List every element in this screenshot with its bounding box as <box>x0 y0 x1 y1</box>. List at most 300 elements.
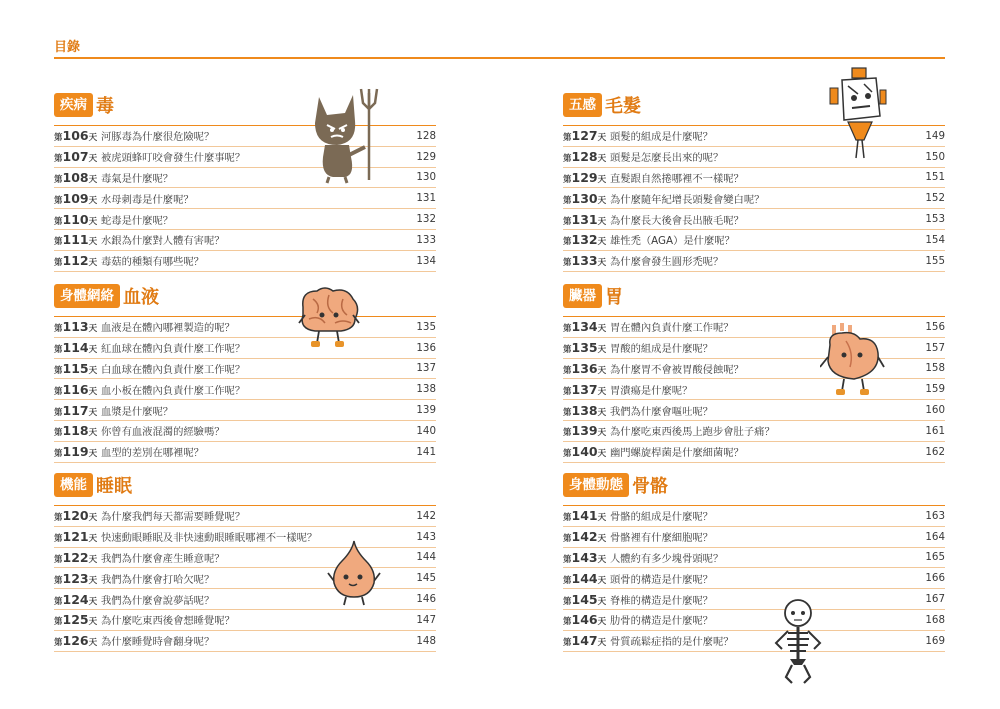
day-suffix: 天 <box>597 407 607 418</box>
day-number <box>54 444 101 459</box>
toc-entry[interactable] <box>54 359 436 380</box>
entry-title: 血型的差別在哪裡呢？ <box>101 447 204 460</box>
category-badge: 身體動態 <box>563 473 629 497</box>
day-value: 117 <box>62 402 89 418</box>
day-suffix: 天 <box>88 575 98 586</box>
entry-title: 為什麼睡覺時會翻身呢？ <box>101 636 215 649</box>
entry-title: 我們為什麼會產生睡意呢？ <box>101 552 225 565</box>
heart-character-icon <box>820 323 886 399</box>
category-badge: 身體網絡 <box>54 284 120 308</box>
day-prefix: 第 <box>563 195 572 206</box>
day-value: 146 <box>571 612 598 628</box>
day-value: 138 <box>571 402 598 418</box>
entry-title: 為什麼長大後會長出腋毛呢？ <box>610 214 744 227</box>
toc-entry[interactable] <box>563 400 945 421</box>
drop-character-icon <box>326 537 382 609</box>
page-number: 130 <box>416 171 436 184</box>
day-value: 126 <box>62 633 89 649</box>
toc-entry[interactable] <box>54 251 436 272</box>
toc-list <box>563 505 945 652</box>
page-number: 142 <box>416 509 436 522</box>
topic-title: 胃 <box>605 287 623 308</box>
toc-entry[interactable] <box>54 317 436 338</box>
day-prefix: 第 <box>54 534 63 545</box>
day-number <box>563 550 610 565</box>
entry-title: 幽門螺旋桿菌是什麼細菌呢？ <box>610 447 744 460</box>
day-number <box>54 191 101 206</box>
page-number: 152 <box>925 192 945 205</box>
section-title <box>563 283 945 311</box>
page-number: 134 <box>416 254 436 267</box>
day-suffix: 天 <box>597 534 607 545</box>
day-suffix: 天 <box>88 174 98 185</box>
day-prefix: 第 <box>54 407 63 418</box>
day-number <box>54 633 101 648</box>
page-number: 162 <box>925 445 945 458</box>
entry-title: 脊椎的構造是什麼呢？ <box>610 594 713 607</box>
category-badge: 疾病 <box>54 93 93 117</box>
day-number <box>563 444 610 459</box>
toc-entry[interactable] <box>54 631 436 652</box>
day-prefix: 第 <box>563 575 572 586</box>
day-value: 128 <box>571 149 598 165</box>
day-suffix: 天 <box>597 596 607 607</box>
brain-character-icon <box>295 285 363 351</box>
day-suffix: 天 <box>88 216 98 227</box>
day-suffix: 天 <box>88 449 98 460</box>
day-prefix: 第 <box>54 638 63 649</box>
entry-title: 紅血球在體內負責什麼工作呢？ <box>101 343 246 356</box>
day-prefix: 第 <box>563 513 572 524</box>
day-prefix: 第 <box>54 449 63 460</box>
page-number: 136 <box>416 341 436 354</box>
entry-title: 雄性禿（AGA）是什麼呢？ <box>610 235 735 248</box>
entry-title: 血漿是什麼呢？ <box>101 405 174 418</box>
toc-entry[interactable] <box>54 610 436 631</box>
day-value: 122 <box>62 549 89 565</box>
day-suffix: 天 <box>88 554 98 565</box>
day-suffix: 天 <box>88 407 98 418</box>
toc-list <box>563 316 945 463</box>
day-value: 131 <box>571 211 598 227</box>
day-value: 141 <box>571 508 598 524</box>
day-prefix: 第 <box>563 174 572 185</box>
page-number: 145 <box>416 572 436 585</box>
toc-entry[interactable] <box>563 506 945 527</box>
category-badge: 五感 <box>563 93 602 117</box>
toc-section <box>563 283 945 463</box>
page-number: 164 <box>925 530 945 543</box>
day-suffix: 天 <box>88 638 98 649</box>
topic-title: 血液 <box>123 287 159 308</box>
day-prefix: 第 <box>54 258 63 269</box>
entry-title: 骨質疏鬆症指的是什麼呢？ <box>610 636 734 649</box>
toc-entry[interactable] <box>54 442 436 463</box>
toc-entry[interactable] <box>54 230 436 251</box>
day-number <box>563 612 610 627</box>
day-prefix: 第 <box>54 365 63 376</box>
day-value: 124 <box>62 591 89 607</box>
toc-entry[interactable] <box>54 188 436 209</box>
toc-entry[interactable] <box>54 421 436 442</box>
page-number: 165 <box>925 551 945 564</box>
day-value: 133 <box>571 253 598 269</box>
day-number <box>563 423 610 438</box>
day-number <box>563 592 610 607</box>
day-suffix: 天 <box>88 386 98 397</box>
toc-entry[interactable] <box>563 527 945 548</box>
toc-entry[interactable] <box>563 230 945 251</box>
day-value: 144 <box>571 570 598 586</box>
toc-section <box>563 472 945 652</box>
page-number: 158 <box>925 362 945 375</box>
day-prefix: 第 <box>54 428 63 439</box>
day-suffix: 天 <box>597 575 607 586</box>
day-suffix: 天 <box>88 617 98 628</box>
day-prefix: 第 <box>54 617 63 628</box>
day-suffix: 天 <box>597 133 607 144</box>
day-prefix: 第 <box>563 133 572 144</box>
entry-title: 你曾有血液混濁的經驗嗎？ <box>101 426 225 439</box>
toc-entry[interactable] <box>563 442 945 463</box>
page-number: 155 <box>925 254 945 267</box>
entry-title: 快速動眼睡眠及非快速動眼睡眠哪裡不一樣呢？ <box>101 532 318 545</box>
day-number <box>54 340 101 355</box>
day-value: 121 <box>62 529 89 545</box>
day-number <box>54 612 101 627</box>
day-prefix: 第 <box>563 216 572 227</box>
entry-title: 為什麼會發生圓形禿呢？ <box>610 256 724 269</box>
day-number <box>563 191 610 206</box>
toc-entry[interactable] <box>563 338 945 359</box>
entry-title: 為什麼我們每天都需要睡覺呢？ <box>101 511 246 524</box>
page-number: 143 <box>416 530 436 543</box>
page-number: 161 <box>925 424 945 437</box>
page-number: 167 <box>925 593 945 606</box>
page-number: 151 <box>925 171 945 184</box>
day-value: 140 <box>571 444 598 460</box>
day-number <box>54 403 101 418</box>
skeleton-icon <box>768 597 830 687</box>
day-value: 127 <box>571 128 598 144</box>
header-rule <box>54 57 945 59</box>
day-prefix: 第 <box>563 386 572 397</box>
day-value: 116 <box>62 381 89 397</box>
page-number: 159 <box>925 383 945 396</box>
day-prefix: 第 <box>54 174 63 185</box>
toc-entry[interactable] <box>54 379 436 400</box>
day-prefix: 第 <box>563 237 572 248</box>
day-prefix: 第 <box>563 365 572 376</box>
entry-title: 被虎頭蜂叮咬會發生什麼事呢？ <box>101 152 246 165</box>
day-value: 114 <box>62 340 89 356</box>
day-number <box>54 592 101 607</box>
page-number: 157 <box>925 341 945 354</box>
day-number <box>563 361 610 376</box>
entry-title: 頭髮是怎麼長出來的呢？ <box>610 152 724 165</box>
day-number <box>563 319 610 334</box>
day-prefix: 第 <box>563 638 572 649</box>
entry-title: 水母刺毒是什麼呢？ <box>101 193 194 206</box>
day-suffix: 天 <box>597 237 607 248</box>
day-number <box>563 508 610 523</box>
entry-title: 頭骨的構造是什麼呢？ <box>610 573 713 586</box>
toc-entry[interactable] <box>54 506 436 527</box>
day-suffix: 天 <box>597 449 607 460</box>
day-prefix: 第 <box>54 154 63 165</box>
day-suffix: 天 <box>88 237 98 248</box>
day-prefix: 第 <box>54 513 63 524</box>
day-prefix: 第 <box>54 324 63 335</box>
page-number: 146 <box>416 593 436 606</box>
toc-list <box>54 316 436 463</box>
day-number <box>54 149 101 164</box>
day-number <box>54 212 101 227</box>
day-value: 108 <box>62 169 89 185</box>
day-suffix: 天 <box>597 513 607 524</box>
entry-title: 我們為什麼會說夢話呢？ <box>101 594 215 607</box>
day-suffix: 天 <box>597 638 607 649</box>
entry-title: 骨骼的組成是什麼呢？ <box>610 511 713 524</box>
entry-title: 直髮跟自然捲哪裡不一樣呢？ <box>610 172 744 185</box>
page-number: 132 <box>416 213 436 226</box>
day-suffix: 天 <box>88 258 98 269</box>
section-title <box>54 283 436 311</box>
day-suffix: 天 <box>597 174 607 185</box>
day-number <box>563 232 610 247</box>
abstract-face-icon <box>828 66 888 162</box>
day-prefix: 第 <box>54 216 63 227</box>
toc-entry[interactable] <box>563 568 945 589</box>
page-number: 138 <box>416 383 436 396</box>
page-number: 141 <box>416 445 436 458</box>
entry-title: 毒菇的種類有哪些呢？ <box>101 256 204 269</box>
day-number <box>54 529 101 544</box>
page-number: 160 <box>925 404 945 417</box>
day-prefix: 第 <box>563 554 572 565</box>
day-prefix: 第 <box>563 617 572 628</box>
category-badge: 臟器 <box>563 284 602 308</box>
topic-title: 毒 <box>96 96 114 117</box>
day-suffix: 天 <box>597 216 607 227</box>
entry-title: 為什麼隨年紀增長頭髮會變白呢？ <box>610 193 765 206</box>
day-value: 106 <box>62 128 89 144</box>
page-number: 147 <box>416 613 436 626</box>
header-label: 目錄 <box>54 40 81 55</box>
day-suffix: 天 <box>88 345 98 356</box>
day-suffix: 天 <box>88 133 98 144</box>
day-number <box>54 361 101 376</box>
day-value: 136 <box>571 360 598 376</box>
day-number <box>54 571 101 586</box>
day-prefix: 第 <box>54 237 63 248</box>
day-prefix: 第 <box>563 258 572 269</box>
toc-entry[interactable] <box>563 548 945 569</box>
day-number <box>54 382 101 397</box>
entry-title: 血小板在體內負責什麼工作呢？ <box>101 384 246 397</box>
entry-title: 白血球在體內負責什麼工作呢？ <box>101 363 246 376</box>
page-number: 154 <box>925 233 945 246</box>
day-number <box>563 571 610 586</box>
entry-title: 我們為什麼會嘔吐呢？ <box>610 405 713 418</box>
day-prefix: 第 <box>54 345 63 356</box>
toc-entry[interactable] <box>563 188 945 209</box>
day-value: 107 <box>62 149 89 165</box>
day-prefix: 第 <box>563 324 572 335</box>
day-prefix: 第 <box>563 534 572 545</box>
toc-entry[interactable] <box>563 610 945 631</box>
toc-entry[interactable] <box>563 209 945 230</box>
day-suffix: 天 <box>597 365 607 376</box>
day-value: 143 <box>571 549 598 565</box>
page-number: 135 <box>416 320 436 333</box>
page-number: 140 <box>416 424 436 437</box>
toc-entry[interactable] <box>563 359 945 380</box>
entry-title: 為什麼吃東西後會想睡覺呢？ <box>101 615 235 628</box>
day-prefix: 第 <box>54 596 63 607</box>
day-value: 115 <box>62 360 89 376</box>
day-suffix: 天 <box>597 195 607 206</box>
toc-entry[interactable] <box>54 209 436 230</box>
day-value: 110 <box>62 211 89 227</box>
toc-entry[interactable] <box>563 251 945 272</box>
page-number: 156 <box>925 320 945 333</box>
day-number <box>54 508 101 523</box>
entry-title: 人體約有多少塊骨頭呢？ <box>610 552 724 565</box>
day-prefix: 第 <box>563 345 572 356</box>
day-suffix: 天 <box>597 345 607 356</box>
day-prefix: 第 <box>54 386 63 397</box>
entry-title: 骨骼裡有什麼細胞呢？ <box>610 532 713 545</box>
day-number <box>54 170 101 185</box>
entry-title: 蛇毒是什麼呢？ <box>101 214 174 227</box>
day-value: 123 <box>62 570 89 586</box>
entry-title: 血液是在體內哪裡製造的呢？ <box>101 322 235 335</box>
toc-entry[interactable] <box>54 400 436 421</box>
day-value: 119 <box>62 444 89 460</box>
day-prefix: 第 <box>563 596 572 607</box>
toc-entry[interactable] <box>563 317 945 338</box>
day-suffix: 天 <box>597 324 607 335</box>
entry-title: 頭髮的組成是什麼呢？ <box>610 131 713 144</box>
day-value: 113 <box>62 319 89 335</box>
day-value: 129 <box>571 169 598 185</box>
day-number <box>54 232 101 247</box>
day-suffix: 天 <box>597 428 607 439</box>
day-number <box>563 128 610 143</box>
day-suffix: 天 <box>88 324 98 335</box>
page-number: 149 <box>925 129 945 142</box>
day-value: 135 <box>571 340 598 356</box>
page-number: 139 <box>416 404 436 417</box>
day-value: 147 <box>571 633 598 649</box>
day-number <box>54 319 101 334</box>
toc-section <box>54 283 436 463</box>
toc-entry[interactable] <box>563 421 945 442</box>
day-suffix: 天 <box>88 154 98 165</box>
category-badge: 機能 <box>54 473 93 497</box>
entry-title: 肋骨的構造是什麼呢？ <box>610 615 713 628</box>
day-value: 111 <box>62 232 89 248</box>
entry-title: 胃在體內負責什麼工作呢？ <box>610 322 734 335</box>
day-value: 137 <box>571 381 598 397</box>
page-number: 150 <box>925 150 945 163</box>
day-suffix: 天 <box>597 554 607 565</box>
day-suffix: 天 <box>88 534 98 545</box>
page-number: 166 <box>925 572 945 585</box>
day-value: 120 <box>62 508 89 524</box>
day-suffix: 天 <box>88 195 98 206</box>
page-number: 131 <box>416 192 436 205</box>
page-number: 133 <box>416 233 436 246</box>
toc-entry[interactable] <box>563 379 945 400</box>
day-suffix: 天 <box>597 258 607 269</box>
day-number <box>563 170 610 185</box>
day-prefix: 第 <box>54 575 63 586</box>
day-number <box>563 403 610 418</box>
day-prefix: 第 <box>54 554 63 565</box>
day-prefix: 第 <box>54 195 63 206</box>
day-number <box>563 149 610 164</box>
day-number <box>563 253 610 268</box>
day-number <box>563 529 610 544</box>
page-number: 144 <box>416 551 436 564</box>
section-title <box>54 472 436 500</box>
day-number <box>54 253 101 268</box>
entry-title: 胃潰瘍是什麼呢？ <box>610 384 693 397</box>
day-number <box>563 382 610 397</box>
day-number <box>54 423 101 438</box>
page-number: 137 <box>416 362 436 375</box>
day-suffix: 天 <box>597 617 607 628</box>
entry-title: 胃酸的組成是什麼呢？ <box>610 343 713 356</box>
day-prefix: 第 <box>54 133 63 144</box>
toc-entry[interactable] <box>563 168 945 189</box>
day-number <box>563 340 610 355</box>
day-suffix: 天 <box>88 428 98 439</box>
page-number: 169 <box>925 634 945 647</box>
page-number: 163 <box>925 509 945 522</box>
day-suffix: 天 <box>88 365 98 376</box>
entry-title: 為什麼吃東西後馬上跑步會肚子痛？ <box>610 426 775 439</box>
toc-entry[interactable] <box>54 338 436 359</box>
page-number: 148 <box>416 634 436 647</box>
page-number: 128 <box>416 129 436 142</box>
day-value: 132 <box>571 232 598 248</box>
entry-title: 為什麼胃不會被胃酸侵蝕呢？ <box>610 363 744 376</box>
day-number <box>563 212 610 227</box>
section-title <box>563 472 945 500</box>
entry-title: 水銀為什麼對人體有害呢？ <box>101 235 225 248</box>
day-prefix: 第 <box>563 154 572 165</box>
page-number: 129 <box>416 150 436 163</box>
day-prefix: 第 <box>563 428 572 439</box>
day-value: 134 <box>571 319 598 335</box>
day-number <box>563 633 610 648</box>
toc-entry[interactable] <box>563 631 945 652</box>
day-suffix: 天 <box>597 154 607 165</box>
topic-title: 骨骼 <box>632 476 668 497</box>
day-value: 125 <box>62 612 89 628</box>
topic-title: 睡眠 <box>96 476 132 497</box>
day-value: 118 <box>62 423 89 439</box>
day-number <box>54 128 101 143</box>
day-value: 109 <box>62 190 89 206</box>
day-number <box>54 550 101 565</box>
toc-entry[interactable] <box>563 589 945 610</box>
day-prefix: 第 <box>563 449 572 460</box>
day-value: 112 <box>62 253 89 269</box>
